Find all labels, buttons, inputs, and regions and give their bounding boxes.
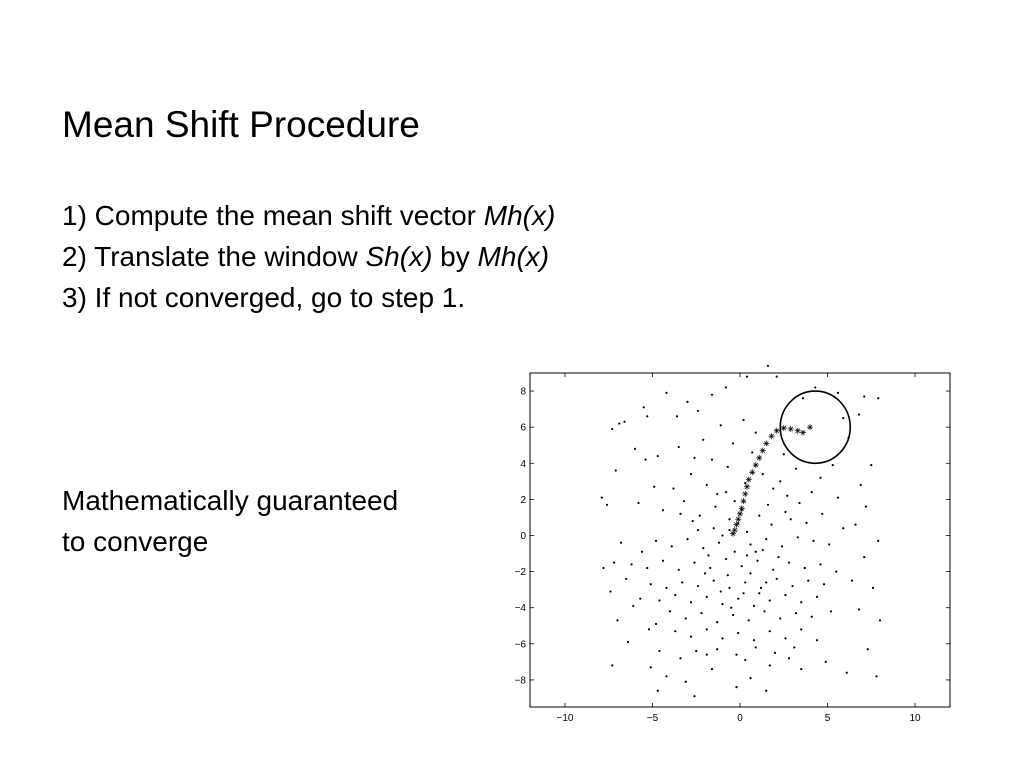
trajectory-point: [753, 462, 759, 468]
data-point: [734, 551, 736, 553]
data-point: [797, 536, 799, 538]
y-tick-label: 6: [520, 422, 526, 434]
data-point: [870, 464, 872, 466]
data-point: [707, 554, 709, 556]
data-point: [711, 668, 713, 670]
data-point: [749, 677, 751, 679]
scatter-plot-svg: [500, 365, 960, 725]
data-point: [615, 469, 617, 471]
step-3: [62, 277, 555, 318]
data-point: [674, 594, 676, 596]
convergence-note: [62, 480, 398, 562]
data-point: [786, 495, 788, 497]
data-point: [623, 421, 625, 423]
data-point: [630, 563, 632, 565]
data-point: [744, 659, 746, 661]
data-point: [863, 395, 865, 397]
scatter-plot: [500, 365, 960, 725]
data-point: [643, 406, 645, 408]
data-point: [823, 583, 825, 585]
trajectory-point: [734, 522, 740, 528]
data-point: [721, 637, 723, 639]
y-tick-label: 0: [520, 530, 526, 542]
data-point: [601, 496, 603, 498]
data-point: [783, 453, 785, 455]
data-point: [819, 477, 821, 479]
data-point: [795, 612, 797, 614]
data-point: [679, 657, 681, 659]
data-point: [720, 424, 722, 426]
data-point: [650, 666, 652, 668]
data-point: [858, 608, 860, 610]
data-point: [765, 581, 767, 583]
data-point: [620, 542, 622, 544]
data-point: [816, 639, 818, 641]
data-point: [779, 480, 781, 482]
convergence-note-line-1: Mathematically guaranteed: [62, 485, 399, 516]
step-2-connector: by: [432, 241, 478, 272]
data-point: [678, 569, 680, 571]
data-point: [618, 422, 620, 424]
data-point: [702, 547, 704, 549]
data-point: [734, 500, 736, 502]
data-point: [837, 496, 839, 498]
data-point: [706, 596, 708, 598]
data-point: [832, 464, 834, 466]
data-point: [788, 561, 790, 563]
data-point: [625, 578, 627, 580]
data-point: [692, 520, 694, 522]
y-tick-label: −2: [514, 567, 526, 579]
step-2-symbol-window: Sh(x): [365, 241, 433, 272]
data-point: [632, 605, 634, 607]
data-point: [765, 690, 767, 692]
data-point: [772, 569, 774, 571]
data-point: [665, 587, 667, 589]
trajectory-point: [774, 428, 780, 434]
data-point: [711, 394, 713, 396]
step-3-text: 3) If not converged, go to step 1.: [62, 282, 466, 313]
y-tick-label: 8: [520, 386, 526, 398]
data-point: [711, 459, 713, 461]
data-point: [746, 376, 748, 378]
data-point: [648, 628, 650, 630]
data-point: [825, 661, 827, 663]
data-point: [744, 581, 746, 583]
data-point: [805, 522, 807, 524]
data-point: [725, 558, 727, 560]
data-point: [755, 431, 757, 433]
data-point: [700, 612, 702, 614]
data-point: [774, 652, 776, 654]
data-point: [683, 500, 685, 502]
data-point: [758, 592, 760, 594]
trajectory-point: [795, 428, 801, 434]
data-point: [704, 572, 706, 574]
trajectory-point: [749, 469, 755, 475]
x-tick-label: 0: [737, 713, 743, 724]
data-point: [769, 630, 771, 632]
data-point: [686, 538, 688, 540]
plot-frame: [530, 373, 950, 707]
data-point: [760, 587, 762, 589]
y-tick-label: −6: [514, 639, 526, 651]
data-point: [749, 543, 751, 545]
trajectory-point: [744, 484, 750, 490]
data-point: [681, 581, 683, 583]
trajectory-point: [800, 430, 806, 436]
data-point: [842, 527, 844, 529]
data-point: [767, 365, 769, 367]
data-point: [802, 397, 804, 399]
data-point: [872, 587, 874, 589]
data-point: [706, 654, 708, 656]
data-point: [650, 583, 652, 585]
step-1-text: 1) Compute the mean shift vector: [62, 200, 484, 231]
data-point: [655, 540, 657, 542]
x-tick-label: 10: [909, 713, 921, 724]
data-point: [735, 654, 737, 656]
data-point: [798, 502, 800, 504]
data-point: [718, 542, 720, 544]
data-point: [721, 534, 723, 536]
data-point: [695, 650, 697, 652]
data-point: [646, 415, 648, 417]
data-point: [693, 695, 695, 697]
data-point: [776, 376, 778, 378]
data-point: [854, 524, 856, 526]
trajectory-point: [760, 448, 766, 454]
data-point: [713, 580, 715, 582]
data-point: [637, 502, 639, 504]
data-point: [716, 621, 718, 623]
trajectory-point: [763, 440, 769, 446]
data-point: [811, 616, 813, 618]
data-point: [727, 466, 729, 468]
data-point: [835, 570, 837, 572]
data-point: [753, 639, 755, 641]
data-point: [741, 565, 743, 567]
data-point: [611, 428, 613, 430]
data-point: [784, 511, 786, 513]
data-point: [665, 675, 667, 677]
data-point: [816, 596, 818, 598]
data-point: [613, 561, 615, 563]
data-point: [769, 599, 771, 601]
data-point: [830, 610, 832, 612]
data-point: [699, 515, 701, 517]
data-point: [800, 601, 802, 603]
data-point: [725, 491, 727, 493]
data-point: [706, 484, 708, 486]
data-point: [755, 646, 757, 648]
data-point: [720, 590, 722, 592]
data-point: [665, 392, 667, 394]
data-point: [842, 417, 844, 419]
data-point: [746, 554, 748, 556]
y-tick-label: −4: [514, 603, 526, 615]
data-point: [693, 561, 695, 563]
data-point: [728, 518, 730, 520]
data-point: [748, 619, 750, 621]
data-point: [732, 614, 734, 616]
data-point: [634, 448, 636, 450]
trajectory-point: [741, 498, 747, 504]
data-point: [781, 545, 783, 547]
data-point: [639, 598, 641, 600]
data-point: [814, 386, 816, 388]
data-point: [697, 410, 699, 412]
data-point: [657, 690, 659, 692]
data-point: [669, 610, 671, 612]
data-point: [863, 556, 865, 558]
data-point: [812, 540, 814, 542]
data-point: [765, 538, 767, 540]
trajectory-point: [769, 433, 775, 439]
data-point: [819, 563, 821, 565]
data-point: [721, 603, 723, 605]
data-point: [658, 599, 660, 601]
data-point: [676, 415, 678, 417]
data-point: [767, 504, 769, 506]
data-point: [858, 413, 860, 415]
data-point: [709, 567, 711, 569]
data-point: [867, 648, 869, 650]
data-point: [746, 531, 748, 533]
data-point: [727, 574, 729, 576]
data-point: [762, 549, 764, 551]
data-point: [611, 664, 613, 666]
step-1: [62, 195, 555, 236]
data-point: [875, 675, 877, 677]
data-point: [769, 664, 771, 666]
data-point: [725, 386, 727, 388]
trajectory-point: [781, 425, 787, 431]
data-point: [714, 506, 716, 508]
trajectory-point: [739, 505, 745, 511]
data-point: [690, 601, 692, 603]
data-point: [755, 551, 757, 553]
data-point: [609, 590, 611, 592]
data-point: [690, 635, 692, 637]
data-point: [784, 594, 786, 596]
data-point: [732, 442, 734, 444]
data-point: [627, 641, 629, 643]
data-point: [690, 473, 692, 475]
data-point: [795, 468, 797, 470]
data-point: [790, 518, 792, 520]
data-point: [641, 551, 643, 553]
data-point: [685, 617, 687, 619]
data-point: [728, 529, 730, 531]
data-point: [737, 598, 739, 600]
data-point: [658, 650, 660, 652]
data-point: [672, 487, 674, 489]
data-point: [756, 560, 758, 562]
data-point: [679, 513, 681, 515]
data-point: [791, 585, 793, 587]
data-point: [749, 572, 751, 574]
data-point: [860, 484, 862, 486]
slide-title: Mean Shift Procedure: [62, 104, 420, 145]
data-point: [821, 513, 823, 515]
data-point: [716, 648, 718, 650]
data-point: [751, 451, 753, 453]
data-point: [657, 455, 659, 457]
data-point: [644, 459, 646, 461]
data-point: [730, 607, 732, 609]
data-point: [807, 580, 809, 582]
data-point: [762, 473, 764, 475]
x-tick-label: 5: [824, 713, 831, 724]
data-point: [865, 506, 867, 508]
data-point: [846, 672, 848, 674]
data-point: [800, 668, 802, 670]
data-point: [653, 486, 655, 488]
data-point: [788, 657, 790, 659]
data-point: [879, 619, 881, 621]
trajectory-point: [735, 516, 741, 522]
data-point: [697, 529, 699, 531]
trajectory-point: [807, 424, 813, 430]
data-point: [828, 543, 830, 545]
data-point: [763, 610, 765, 612]
data-point: [811, 491, 813, 493]
trajectory-point: [737, 511, 743, 517]
data-point: [877, 397, 879, 399]
data-point: [716, 493, 718, 495]
data-point: [606, 504, 608, 506]
y-tick-label: 4: [520, 458, 526, 470]
data-point: [674, 630, 676, 632]
trajectory-point: [746, 477, 752, 483]
trajectory-point: [742, 491, 748, 497]
data-point: [804, 567, 806, 569]
data-point: [655, 623, 657, 625]
data-point: [776, 578, 778, 580]
step-1-symbol: Mh(x): [483, 200, 556, 231]
data-point: [877, 540, 879, 542]
data-point: [662, 509, 664, 511]
x-tick-label: −10: [556, 713, 574, 724]
data-point: [753, 605, 755, 607]
data-point: [784, 637, 786, 639]
data-point: [713, 527, 715, 529]
y-tick-label: 2: [520, 494, 526, 506]
steps-list: [62, 195, 555, 318]
data-point: [737, 632, 739, 634]
data-point: [702, 439, 704, 441]
data-point: [693, 457, 695, 459]
data-point: [646, 567, 648, 569]
data-point: [851, 580, 853, 582]
data-point: [777, 556, 779, 558]
x-tick-label: −5: [646, 713, 659, 724]
data-point: [602, 567, 604, 569]
data-point: [685, 681, 687, 683]
step-2-text: 2) Translate the window: [62, 241, 366, 272]
step-2: [62, 236, 555, 277]
data-point: [837, 392, 839, 394]
data-point: [671, 545, 673, 547]
data-point: [772, 487, 774, 489]
trajectory-point: [756, 455, 762, 461]
data-point: [728, 587, 730, 589]
trajectory-point: [732, 527, 738, 533]
step-2-symbol-vector: Mh(x): [477, 241, 550, 272]
data-point: [744, 482, 746, 484]
data-point: [662, 560, 664, 562]
data-point: [770, 524, 772, 526]
data-point: [779, 617, 781, 619]
convergence-note-line-2: to converge: [62, 526, 209, 557]
data-point: [800, 628, 802, 630]
data-point: [758, 515, 760, 517]
data-point: [742, 592, 744, 594]
trajectory-point: [788, 426, 794, 432]
data-point: [706, 628, 708, 630]
data-point: [735, 686, 737, 688]
data-point: [686, 401, 688, 403]
data-point: [678, 446, 680, 448]
data-point: [793, 646, 795, 648]
y-tick-label: −8: [514, 675, 526, 687]
data-point: [616, 619, 618, 621]
data-point: [742, 419, 744, 421]
data-point: [697, 585, 699, 587]
